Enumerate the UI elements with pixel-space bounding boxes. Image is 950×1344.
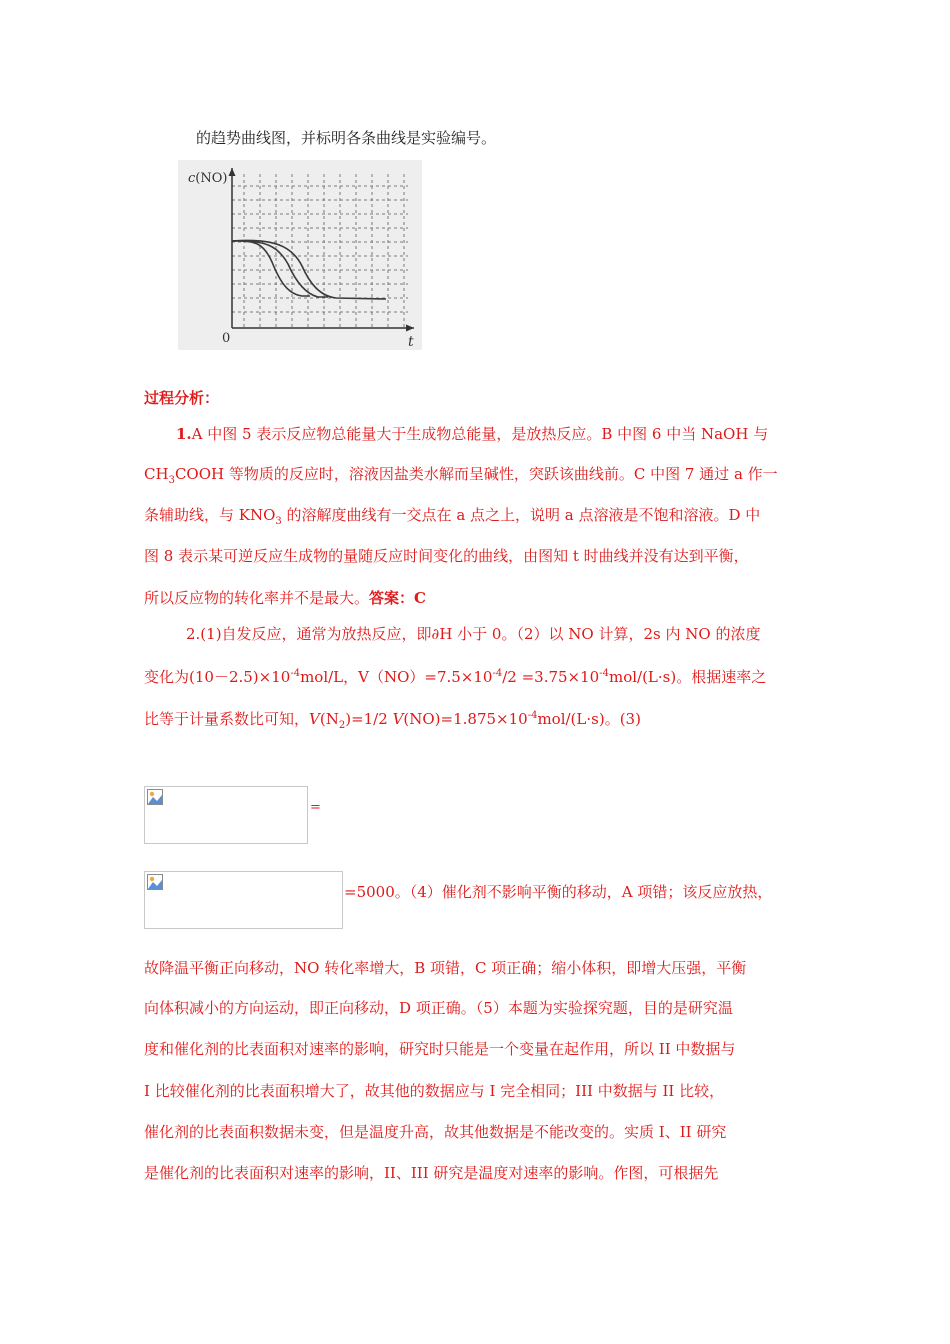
plot-axes: [232, 168, 414, 328]
answer2-line-4: =5000。（4）催化剂不影响平衡的移动，A 项错；该反应放热，: [344, 883, 773, 901]
answer2-line-8: I 比较催化剂的比表面积增大了，故其他的数据应与 I 完全相同；III 中数据与 II 比较，: [144, 1082, 725, 1100]
answer1-line-1: 1.A 中图 5 表示反应物总能量大于生成物总能量，是放热反应。B 中图 6 中当 NaOH 与: [176, 425, 769, 443]
concentration-curve-figure: [178, 160, 422, 350]
answer1-line-2: $CH_3COOH$ 等物质的反应时，溶液因盐类水解而呈碱性，突跃该曲线前。C 中图 7 通过 a 作一: [144, 465, 778, 486]
answer2-line-7: 度和催化剂的比表面积对速率的影响，研究时只能是一个变量在起作用，所以 II 中数据与: [144, 1040, 736, 1058]
formula-image-placeholder-2: [144, 871, 343, 929]
equals-sign: =: [310, 800, 321, 815]
broken-image-icon: [147, 789, 163, 805]
curve-slow: [232, 240, 386, 299]
plot-curves: [232, 240, 386, 299]
intro-text: 的趋势曲线图，并标明各条曲线是实验编号。: [196, 129, 497, 147]
curve-middle: [232, 241, 328, 297]
analysis-heading: 过程分析：: [144, 389, 220, 407]
curve-plot: [178, 160, 422, 350]
answer1-line-5: 所以反应物的转化率并不是最大。答案：C: [144, 589, 426, 607]
answer2-line-9: 催化剂的比表面积数据未变，但是温度升高，故其他数据是不能改变的。实质 I、II 研究: [144, 1123, 727, 1141]
answer1-number: 1.: [176, 425, 192, 443]
x-axis-label: t: [408, 334, 414, 350]
answer2-line-5: 故降温平衡正向移动，NO 转化率增大，B 项错，C 项正确；缩小体积，即增大压强，平衡: [144, 959, 747, 977]
x-axis-arrow-icon: [406, 325, 414, 332]
answer2-line-1: 2.(1)自发反应，通常为放热反应，即∂H 小于 0。（2）以 NO 计算，2s 内 NO 的浓度: [186, 625, 761, 643]
answer1-line-3: 条辅助线，与 $KNO_3$ 的溶解度曲线有一交点在 a 点之上，说明 a 点溶液是不饱和溶液。D 中: [144, 506, 761, 527]
origin-label: 0: [222, 331, 231, 346]
answer2-line-3: 比等于计量系数比可知，$V(N_2)=1/2$ $V(NO)=1.875\times 10^{-4}mol/(L\cdot s)$。(3): [144, 710, 641, 731]
answer2-line-2: 变化为$(10-2.5)\times 10^{-4}mol/L$，$V(NO)=7.5\times 10^{-4}/2 =3.75\times 10^{-4}mol/(L\cdot s)$。根据速率之: [144, 668, 767, 686]
answer1-answer: 答案：C: [369, 589, 426, 607]
curve-fast: [232, 241, 310, 296]
plot-grid: [232, 174, 408, 328]
broken-image-icon: [147, 874, 163, 890]
y-axis-label: c(NO): [188, 171, 228, 186]
formula-image-placeholder-1: [144, 786, 308, 844]
y-axis-arrow-icon: [229, 168, 236, 176]
answer1-line-4: 图 8 表示某可逆反应生成物的量随反应时间变化的曲线，由图知 t 时曲线并没有达到平衡，: [144, 547, 749, 565]
answer2-line-6: 向体积减小的方向运动，即正向移动，D 项正确。（5）本题为实验探究题，目的是研究温: [144, 999, 733, 1017]
answer2-line-10: 是催化剂的比表面积对速率的影响，II、III 研究是温度对速率的影响。作图，可根据先: [144, 1164, 719, 1182]
